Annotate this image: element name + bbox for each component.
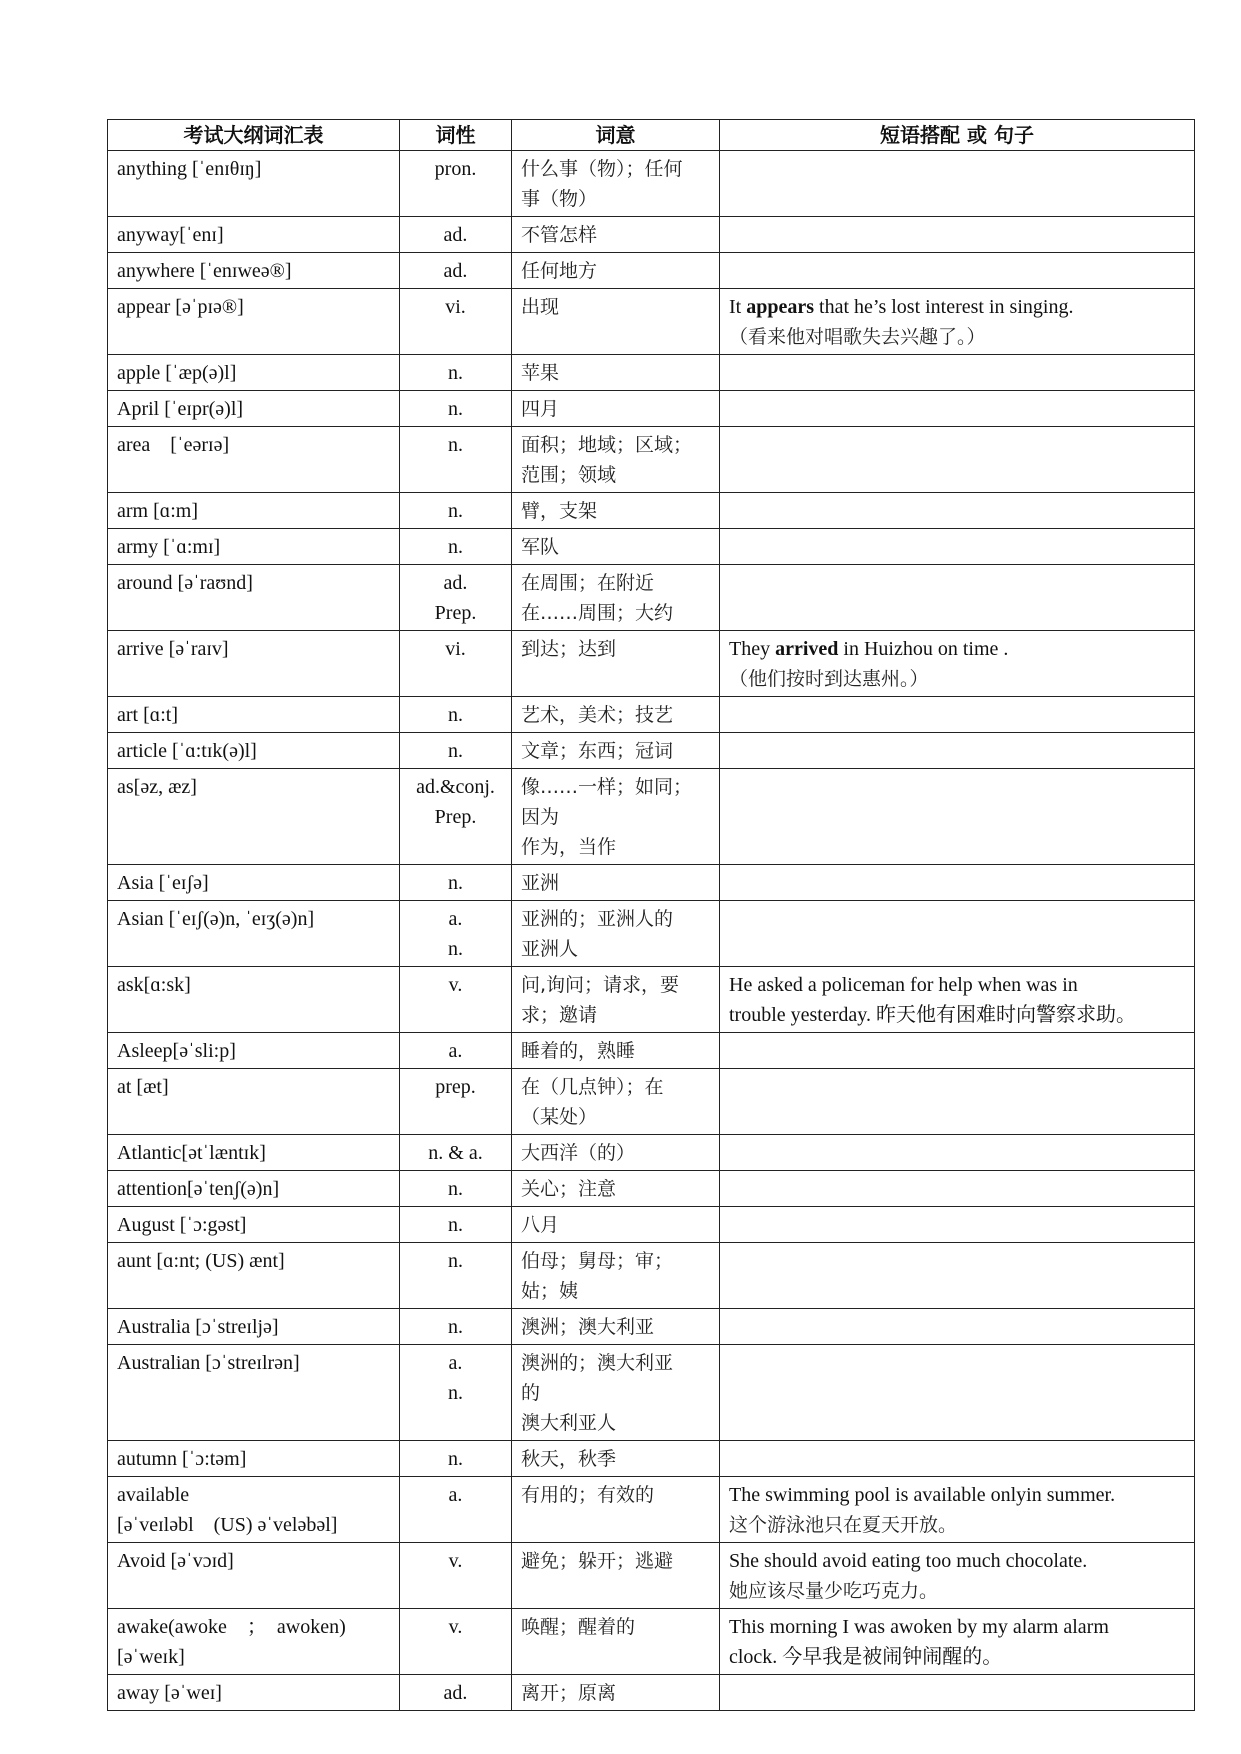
part-of-speech-cell-line: Prep.: [434, 806, 477, 828]
part-of-speech-cell-line: prep.: [435, 1076, 476, 1098]
meaning-cell-line: 面积；地域；区域；: [521, 434, 693, 456]
word-cell: [108, 391, 400, 427]
part-of-speech-cell-line: v.: [448, 1616, 463, 1638]
example-cell: [720, 1609, 1195, 1675]
example-cell: [720, 1441, 1195, 1477]
part-of-speech-cell: [400, 529, 512, 565]
part-of-speech-cell-line: n.: [448, 1382, 463, 1404]
meaning-cell-line: 有用的；有效的: [521, 1484, 655, 1506]
word-cell-line: away [əˈweɪ]: [117, 1682, 222, 1704]
word-cell-line: available: [117, 1484, 190, 1506]
word-cell-line: anything [ˈenɪθɪŋ]: [117, 158, 262, 180]
example-cell: [720, 1207, 1195, 1243]
meaning-cell: [512, 733, 720, 769]
word-cell-line: [əˈveɪləbl (US) əˈveləbəl]: [117, 1514, 338, 1536]
example-cell-line: （看来他对唱歌失去兴趣了。）: [729, 326, 986, 348]
part-of-speech-cell: [400, 697, 512, 733]
word-cell: [108, 289, 400, 355]
example-cell: [720, 151, 1195, 217]
part-of-speech-cell-line: ad.: [443, 224, 468, 246]
meaning-cell: [512, 1543, 720, 1609]
example-cell: [720, 427, 1195, 493]
part-of-speech-cell-line: n.: [448, 1214, 463, 1236]
part-of-speech-cell: [400, 1207, 512, 1243]
table-row: [108, 1441, 1195, 1477]
part-of-speech-cell-line: n. & a.: [428, 1142, 483, 1164]
example-cell-line: He asked a policeman for help when was in: [729, 974, 1078, 996]
meaning-cell: [512, 151, 720, 217]
table-row: [108, 1171, 1195, 1207]
part-of-speech-cell: [400, 1441, 512, 1477]
word-cell: [108, 733, 400, 769]
example-cell: [720, 493, 1195, 529]
part-of-speech-cell-line: a.: [448, 1484, 463, 1506]
table-row: [108, 289, 1195, 355]
table-row: [108, 697, 1195, 733]
meaning-cell: [512, 1441, 720, 1477]
meaning-cell: [512, 565, 720, 631]
meaning-cell: [512, 631, 720, 697]
part-of-speech-cell: [400, 1243, 512, 1309]
word-cell-line: as[əz, æz]: [117, 776, 197, 798]
meaning-cell: [512, 1345, 720, 1441]
example-cell-line: （他们按时到达惠州。）: [729, 668, 929, 690]
word-cell-line: April [ˈeɪpr(ə)l]: [117, 398, 244, 420]
example-cell: [720, 1135, 1195, 1171]
part-of-speech-cell-line: ad.: [443, 1682, 468, 1704]
example-cell: [720, 697, 1195, 733]
part-of-speech-cell: [400, 565, 512, 631]
meaning-cell-line: 范围；领域: [521, 464, 617, 486]
meaning-cell-line: 亚洲的；亚洲人的: [521, 908, 674, 930]
meaning-cell: [512, 289, 720, 355]
meaning-cell: [512, 967, 720, 1033]
part-of-speech-cell: [400, 355, 512, 391]
meaning-cell: [512, 865, 720, 901]
word-cell-line: Australia [ɔˈstreɪljə]: [117, 1316, 279, 1338]
meaning-cell: [512, 1477, 720, 1543]
table-row: [108, 253, 1195, 289]
part-of-speech-cell: [400, 967, 512, 1033]
word-cell-line: anywhere [ˈenɪweə®]: [117, 260, 292, 282]
word-cell: [108, 769, 400, 865]
meaning-cell: [512, 1207, 720, 1243]
example-cell-line: trouble yesterday. 昨天他有困难时向警察求助。: [729, 1004, 1136, 1026]
meaning-cell-line: 苹果: [521, 362, 560, 384]
example-cell: [720, 631, 1195, 697]
meaning-cell: [512, 1033, 720, 1069]
part-of-speech-cell: [400, 1345, 512, 1441]
word-cell: [108, 427, 400, 493]
table-row: [108, 967, 1195, 1033]
example-cell: [720, 967, 1195, 1033]
example-cell: [720, 769, 1195, 865]
part-of-speech-cell: [400, 865, 512, 901]
part-of-speech-cell: [400, 1171, 512, 1207]
meaning-cell: [512, 697, 720, 733]
word-cell: [108, 493, 400, 529]
example-cell-line: They arrived in Huizhou on time .: [729, 638, 1009, 660]
meaning-cell-line: 任何地方: [521, 260, 598, 282]
word-cell: [108, 697, 400, 733]
meaning-cell-line: 离开；原离: [521, 1682, 617, 1704]
table-row: [108, 769, 1195, 865]
meaning-cell-line: 睡着的，熟睡: [521, 1040, 636, 1062]
meaning-cell-line: 出现: [521, 296, 560, 318]
part-of-speech-cell-line: n.: [448, 1448, 463, 1470]
part-of-speech-cell: [400, 391, 512, 427]
word-cell: [108, 1033, 400, 1069]
example-cell: [720, 529, 1195, 565]
example-cell-line: The swimming pool is available onlyin summer.: [729, 1484, 1116, 1506]
meaning-cell-line: 作为，当作: [521, 836, 617, 858]
example-cell: [720, 565, 1195, 631]
word-cell: [108, 967, 400, 1033]
part-of-speech-cell: [400, 1675, 512, 1711]
part-of-speech-cell-line: n.: [448, 740, 463, 762]
table-row: [108, 151, 1195, 217]
part-of-speech-cell: [400, 1543, 512, 1609]
word-cell-line: article [ˈɑ:tɪk(ə)l]: [117, 740, 257, 762]
meaning-cell-line: 不管怎样: [521, 224, 598, 246]
part-of-speech-cell-line: n.: [448, 500, 463, 522]
meaning-cell-line: 什么事（物）；任何: [521, 158, 683, 180]
meaning-cell-line: 四月: [521, 398, 560, 420]
word-cell: [108, 901, 400, 967]
word-cell: [108, 1309, 400, 1345]
meaning-cell: [512, 253, 720, 289]
part-of-speech-cell: [400, 493, 512, 529]
meaning-cell: [512, 1243, 720, 1309]
meaning-cell-line: 八月: [521, 1214, 560, 1236]
table-row: [108, 631, 1195, 697]
example-cell: [720, 901, 1195, 967]
word-cell-line: apple [ˈæp(ə)l]: [117, 362, 237, 384]
example-cell-line: 这个游泳池只在夏天开放。: [729, 1514, 958, 1536]
word-cell-line: ask[ɑ:sk]: [117, 974, 191, 996]
part-of-speech-cell-line: ad.: [443, 572, 468, 594]
example-cell: [720, 1345, 1195, 1441]
part-of-speech-cell-line: v.: [448, 974, 463, 996]
word-cell-line: awake(awoke ； awoken): [117, 1616, 346, 1638]
table-row: [108, 1243, 1195, 1309]
word-cell: [108, 865, 400, 901]
meaning-cell: [512, 1675, 720, 1711]
meaning-cell-line: 亚洲人: [521, 938, 579, 960]
meaning-cell-line: 问,询问；请求，要: [521, 974, 680, 996]
part-of-speech-cell-line: a.: [448, 1352, 463, 1374]
meaning-cell-line: 到达；达到: [521, 638, 617, 660]
meaning-cell-line: 澳洲；澳大利亚: [521, 1316, 655, 1338]
meaning-cell-line: 在周围；在附近: [521, 572, 655, 594]
part-of-speech-cell: [400, 1309, 512, 1345]
word-cell: [108, 355, 400, 391]
word-cell-line: attention[əˈtenʃ(ə)n]: [117, 1178, 280, 1200]
table-row: [108, 1345, 1195, 1441]
meaning-cell-line: 的: [521, 1382, 541, 1404]
meaning-cell-line: 事（物）: [521, 188, 598, 210]
example-cell: [720, 253, 1195, 289]
table-row: [108, 1033, 1195, 1069]
part-of-speech-cell: [400, 151, 512, 217]
part-of-speech-cell-line: n.: [448, 872, 463, 894]
word-cell-line: Asleep[əˈsli:p]: [117, 1040, 236, 1062]
table-body: [108, 151, 1195, 1711]
word-cell-line: arrive [əˈraɪv]: [117, 638, 229, 660]
part-of-speech-cell-line: v.: [448, 1550, 463, 1572]
example-cell: [720, 865, 1195, 901]
part-of-speech-cell-line: n.: [448, 434, 463, 456]
word-cell-line: [əˈweɪk]: [117, 1646, 185, 1668]
meaning-cell-line: 大西洋（的）: [521, 1142, 636, 1164]
header-example: 短语搭配 或 句子: [720, 120, 1195, 151]
word-cell-line: anyway[ˈenɪ]: [117, 224, 224, 246]
meaning-cell: [512, 391, 720, 427]
meaning-cell: [512, 1309, 720, 1345]
table-row: [108, 1675, 1195, 1711]
meaning-cell: [512, 1171, 720, 1207]
example-cell: [720, 355, 1195, 391]
example-cell: [720, 1243, 1195, 1309]
part-of-speech-cell-line: n.: [448, 1316, 463, 1338]
meaning-cell-line: 求；邀请: [521, 1004, 598, 1026]
meaning-cell: [512, 769, 720, 865]
example-cell: [720, 1171, 1195, 1207]
part-of-speech-cell-line: n.: [448, 704, 463, 726]
part-of-speech-cell-line: n.: [448, 1250, 463, 1272]
meaning-cell-line: （某处）: [521, 1106, 598, 1128]
table-row: [108, 493, 1195, 529]
word-cell: [108, 1609, 400, 1675]
meaning-cell: [512, 217, 720, 253]
word-cell-line: Asian [ˈeɪʃ(ə)n, ˈeɪʒ(ə)n]: [117, 908, 315, 930]
word-cell-line: at [æt]: [117, 1076, 169, 1098]
part-of-speech-cell: [400, 427, 512, 493]
meaning-cell-line: 秋天，秋季: [521, 1448, 617, 1470]
example-cell: [720, 217, 1195, 253]
word-cell: [108, 253, 400, 289]
word-cell: [108, 1135, 400, 1171]
part-of-speech-cell-line: a.: [448, 1040, 463, 1062]
part-of-speech-cell-line: n.: [448, 1178, 463, 1200]
meaning-cell-line: 姑；姨: [521, 1280, 579, 1302]
word-cell-line: area [ˈeərɪə]: [117, 434, 230, 456]
part-of-speech-cell-line: n.: [448, 362, 463, 384]
part-of-speech-cell: [400, 769, 512, 865]
meaning-cell: [512, 1069, 720, 1135]
table-row: [108, 391, 1195, 427]
part-of-speech-cell: [400, 1033, 512, 1069]
meaning-cell-line: 文章；东西；冠词: [521, 740, 674, 762]
part-of-speech-cell: [400, 289, 512, 355]
meaning-cell-line: 澳洲的；澳大利亚: [521, 1352, 674, 1374]
word-cell-line: Australian [ɔˈstreɪlrən]: [117, 1352, 300, 1374]
table-row: [108, 1309, 1195, 1345]
example-cell: [720, 1069, 1195, 1135]
example-cell: [720, 1477, 1195, 1543]
meaning-cell: [512, 493, 720, 529]
word-cell: [108, 1171, 400, 1207]
part-of-speech-cell-line: ad.&conj.: [416, 776, 495, 798]
meaning-cell: [512, 427, 720, 493]
example-cell-line: It appears that he’s lost interest in singing.: [729, 296, 1074, 318]
part-of-speech-cell: [400, 1477, 512, 1543]
meaning-cell-line: 像……一样；如同；: [521, 776, 693, 798]
table-row: [108, 901, 1195, 967]
word-cell: [108, 1207, 400, 1243]
part-of-speech-cell-line: n.: [448, 536, 463, 558]
table-row: [108, 1543, 1195, 1609]
example-cell: [720, 289, 1195, 355]
table-row: [108, 427, 1195, 493]
part-of-speech-cell-line: vi.: [445, 296, 466, 318]
word-cell: [108, 1543, 400, 1609]
word-cell: [108, 1675, 400, 1711]
word-cell-line: autumn [ˈɔ:təm]: [117, 1448, 247, 1470]
table-row: [108, 1609, 1195, 1675]
meaning-cell-line: 亚洲: [521, 872, 560, 894]
part-of-speech-cell: [400, 253, 512, 289]
part-of-speech-cell: [400, 631, 512, 697]
example-cell: [720, 1543, 1195, 1609]
header-word: 考试大纲词汇表: [108, 120, 400, 151]
part-of-speech-cell-line: vi.: [445, 638, 466, 660]
meaning-cell: [512, 529, 720, 565]
word-cell: [108, 1069, 400, 1135]
example-cell-line: clock. 今早我是被闹钟闹醒的。: [729, 1646, 1003, 1668]
example-cell: [720, 1309, 1195, 1345]
meaning-cell-line: 因为: [521, 806, 560, 828]
table-row: [108, 217, 1195, 253]
word-cell: [108, 1441, 400, 1477]
part-of-speech-cell: [400, 1069, 512, 1135]
word-cell: [108, 631, 400, 697]
word-cell-line: art [ɑ:t]: [117, 704, 178, 726]
meaning-cell-line: 避免；躲开；逃避: [521, 1550, 674, 1572]
table-row: [108, 1477, 1195, 1543]
table-row: [108, 1135, 1195, 1171]
part-of-speech-cell-line: pron.: [434, 158, 477, 180]
header-part-of-speech: 词性: [400, 120, 512, 151]
example-cell: [720, 391, 1195, 427]
table-row: [108, 865, 1195, 901]
word-cell-line: aunt [ɑ:nt; (US) ænt]: [117, 1250, 285, 1272]
word-cell-line: appear [əˈpɪə®]: [117, 296, 244, 318]
example-cell-line: She should avoid eating too much chocolate.: [729, 1550, 1088, 1572]
example-cell-line: 她应该尽量少吃巧克力。: [729, 1580, 939, 1602]
meaning-cell-line: 在……周围；大约: [521, 602, 674, 624]
meaning-cell: [512, 1609, 720, 1675]
meaning-cell-line: 澳大利亚人: [521, 1412, 617, 1434]
example-cell: [720, 733, 1195, 769]
word-cell: [108, 1243, 400, 1309]
table-row: [108, 355, 1195, 391]
word-cell: [108, 1477, 400, 1543]
part-of-speech-cell: [400, 1135, 512, 1171]
word-cell-line: Avoid [əˈvɔɪd]: [117, 1550, 234, 1572]
meaning-cell-line: 伯母；舅母；审；: [521, 1250, 674, 1272]
meaning-cell: [512, 901, 720, 967]
word-cell: [108, 1345, 400, 1441]
meaning-cell-line: 关心；注意: [521, 1178, 617, 1200]
table-row: [108, 1207, 1195, 1243]
part-of-speech-cell-line: Prep.: [434, 602, 477, 624]
table-row: [108, 529, 1195, 565]
meaning-cell-line: 艺术，美术；技艺: [521, 704, 674, 726]
meaning-cell: [512, 355, 720, 391]
part-of-speech-cell: [400, 733, 512, 769]
table-header-row: [108, 120, 1195, 151]
word-cell: [108, 529, 400, 565]
part-of-speech-cell-line: ad.: [443, 260, 468, 282]
word-cell-line: arm [ɑ:m]: [117, 500, 198, 522]
part-of-speech-cell-line: n.: [448, 398, 463, 420]
header-meaning: 词意: [512, 120, 720, 151]
meaning-cell-line: 臂，支架: [521, 500, 598, 522]
word-cell-line: August [ˈɔ:gəst]: [117, 1214, 247, 1236]
meaning-cell-line: 唤醒；醒着的: [521, 1616, 636, 1638]
example-cell-line: This morning I was awoken by my alarm alarm: [729, 1616, 1109, 1638]
word-cell-line: army [ˈɑ:mɪ]: [117, 536, 221, 558]
table-row: [108, 565, 1195, 631]
example-cell: [720, 1033, 1195, 1069]
part-of-speech-cell-line: n.: [448, 938, 463, 960]
part-of-speech-cell-line: a.: [448, 908, 463, 930]
example-cell: [720, 1675, 1195, 1711]
word-cell: [108, 151, 400, 217]
part-of-speech-cell: [400, 901, 512, 967]
table-row: [108, 733, 1195, 769]
word-cell-line: Atlantic[ətˈlæntɪk]: [117, 1142, 266, 1164]
word-cell: [108, 217, 400, 253]
meaning-cell-line: 军队: [521, 536, 560, 558]
part-of-speech-cell: [400, 1609, 512, 1675]
meaning-cell-line: 在（几点钟）；在: [521, 1076, 664, 1098]
word-cell: [108, 565, 400, 631]
vocabulary-table: [107, 119, 1195, 1711]
part-of-speech-cell: [400, 217, 512, 253]
word-cell-line: around [əˈraʊnd]: [117, 572, 253, 594]
word-cell-line: Asia [ˈeɪʃə]: [117, 872, 209, 894]
meaning-cell: [512, 1135, 720, 1171]
table-row: [108, 1069, 1195, 1135]
